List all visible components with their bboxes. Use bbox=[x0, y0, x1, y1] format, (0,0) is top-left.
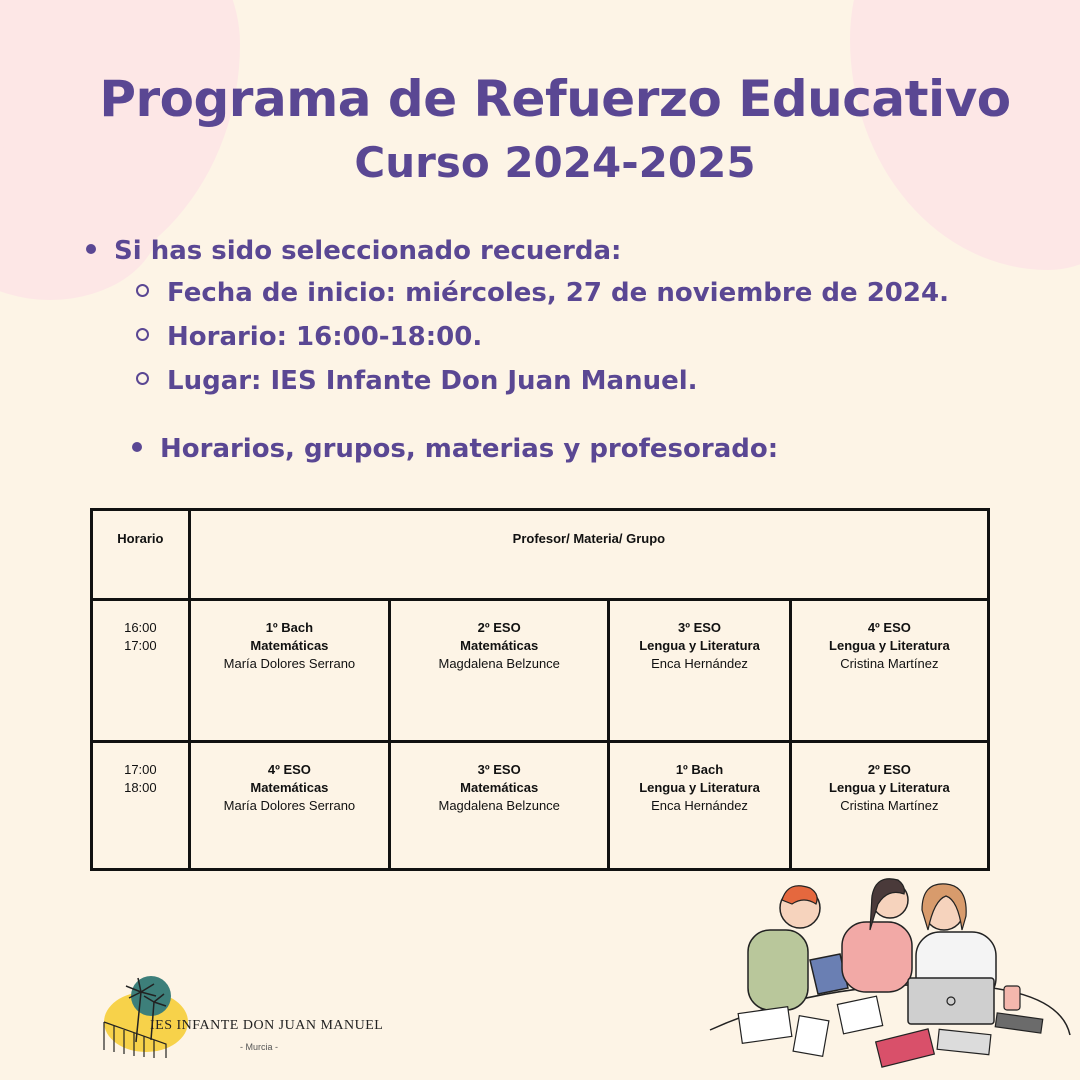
cell-subject: Matemáticas bbox=[460, 638, 539, 653]
cell-teacher: María Dolores Serrano bbox=[223, 656, 356, 671]
cell-teacher: Cristina Martínez bbox=[840, 656, 939, 671]
students-studying-illustration bbox=[700, 860, 1080, 1080]
mug-icon bbox=[1004, 986, 1020, 1010]
class-cell bbox=[790, 600, 988, 742]
cell-teacher: Magdalena Belzunce bbox=[438, 798, 560, 813]
cell-group: 1º Bach bbox=[675, 762, 724, 777]
logo-teal-circle bbox=[131, 976, 171, 1016]
laptop-icon bbox=[908, 978, 994, 1024]
student-middle-icon bbox=[842, 879, 912, 992]
logo-city: - Murcia - bbox=[240, 1042, 278, 1052]
page-subtitle: Curso 2024-2025 bbox=[354, 138, 756, 187]
cell-group: 1º Bach bbox=[265, 620, 314, 635]
class-cell bbox=[609, 600, 790, 742]
schedule-table bbox=[90, 508, 990, 871]
cell-teacher: María Dolores Serrano bbox=[223, 798, 356, 813]
page-title: Programa de Refuerzo Educativo bbox=[99, 70, 1011, 128]
table-row bbox=[92, 742, 989, 870]
sub-bullet-place: Lugar: IES Infante Don Juan Manuel. bbox=[136, 366, 698, 396]
table-row bbox=[92, 600, 989, 742]
cell-subject: Matemáticas bbox=[250, 780, 329, 795]
sub-bullet-start-date: Fecha de inicio: miércoles, 27 de noviembre de 2024. bbox=[136, 278, 949, 308]
cell-group: 4º ESO bbox=[867, 620, 911, 635]
cell-subject: Lengua y Literatura bbox=[639, 780, 760, 795]
class-cell bbox=[790, 742, 988, 870]
bullet-selected: Si has sido seleccionado recuerda: bbox=[86, 236, 621, 266]
cell-teacher: Cristina Martínez bbox=[840, 798, 939, 813]
class-cell bbox=[390, 742, 609, 870]
time-start: 17:00 bbox=[124, 762, 157, 777]
time-end: 18:00 bbox=[124, 780, 157, 795]
cell-group: 3º ESO bbox=[477, 762, 521, 777]
cell-subject: Lengua y Literatura bbox=[829, 638, 950, 653]
class-cell bbox=[189, 742, 389, 870]
class-cell bbox=[390, 600, 609, 742]
bullet-dot-icon bbox=[86, 244, 96, 254]
cell-group: 2º ESO bbox=[477, 620, 521, 635]
bullet-groups: Horarios, grupos, materias y profesorado: bbox=[132, 434, 778, 464]
class-cell bbox=[609, 742, 790, 870]
table-header-main: Profesor/ Materia/ Grupo bbox=[189, 510, 988, 600]
class-cell bbox=[189, 600, 389, 742]
table-header-time: Horario bbox=[92, 510, 190, 600]
cell-subject: Matemáticas bbox=[250, 638, 329, 653]
time-cell bbox=[92, 600, 190, 742]
table-header-row bbox=[92, 510, 989, 600]
cell-subject: Lengua y Literatura bbox=[639, 638, 760, 653]
cell-teacher: Enca Hernández bbox=[651, 798, 748, 813]
time-start: 16:00 bbox=[124, 620, 157, 635]
student-left-icon bbox=[748, 886, 848, 1010]
cell-group: 4º ESO bbox=[267, 762, 311, 777]
bullet-circle-icon bbox=[136, 372, 149, 385]
cell-teacher: Enca Hernández bbox=[651, 656, 748, 671]
cell-teacher: Magdalena Belzunce bbox=[438, 656, 560, 671]
bullet-circle-icon bbox=[136, 284, 149, 297]
logo-name: IES INFANTE DON JUAN MANUEL bbox=[150, 1018, 384, 1033]
cell-subject: Lengua y Literatura bbox=[829, 780, 950, 795]
bullet-dot-icon bbox=[132, 442, 142, 452]
decor-blob-top-right bbox=[850, 0, 1080, 270]
time-end: 17:00 bbox=[124, 638, 157, 653]
cell-subject: Matemáticas bbox=[460, 780, 539, 795]
sub-bullet-schedule: Horario: 16:00-18:00. bbox=[136, 322, 482, 352]
cell-group: 2º ESO bbox=[867, 762, 911, 777]
bullet-circle-icon bbox=[136, 328, 149, 341]
cell-group: 3º ESO bbox=[677, 620, 722, 635]
time-cell bbox=[92, 742, 190, 870]
